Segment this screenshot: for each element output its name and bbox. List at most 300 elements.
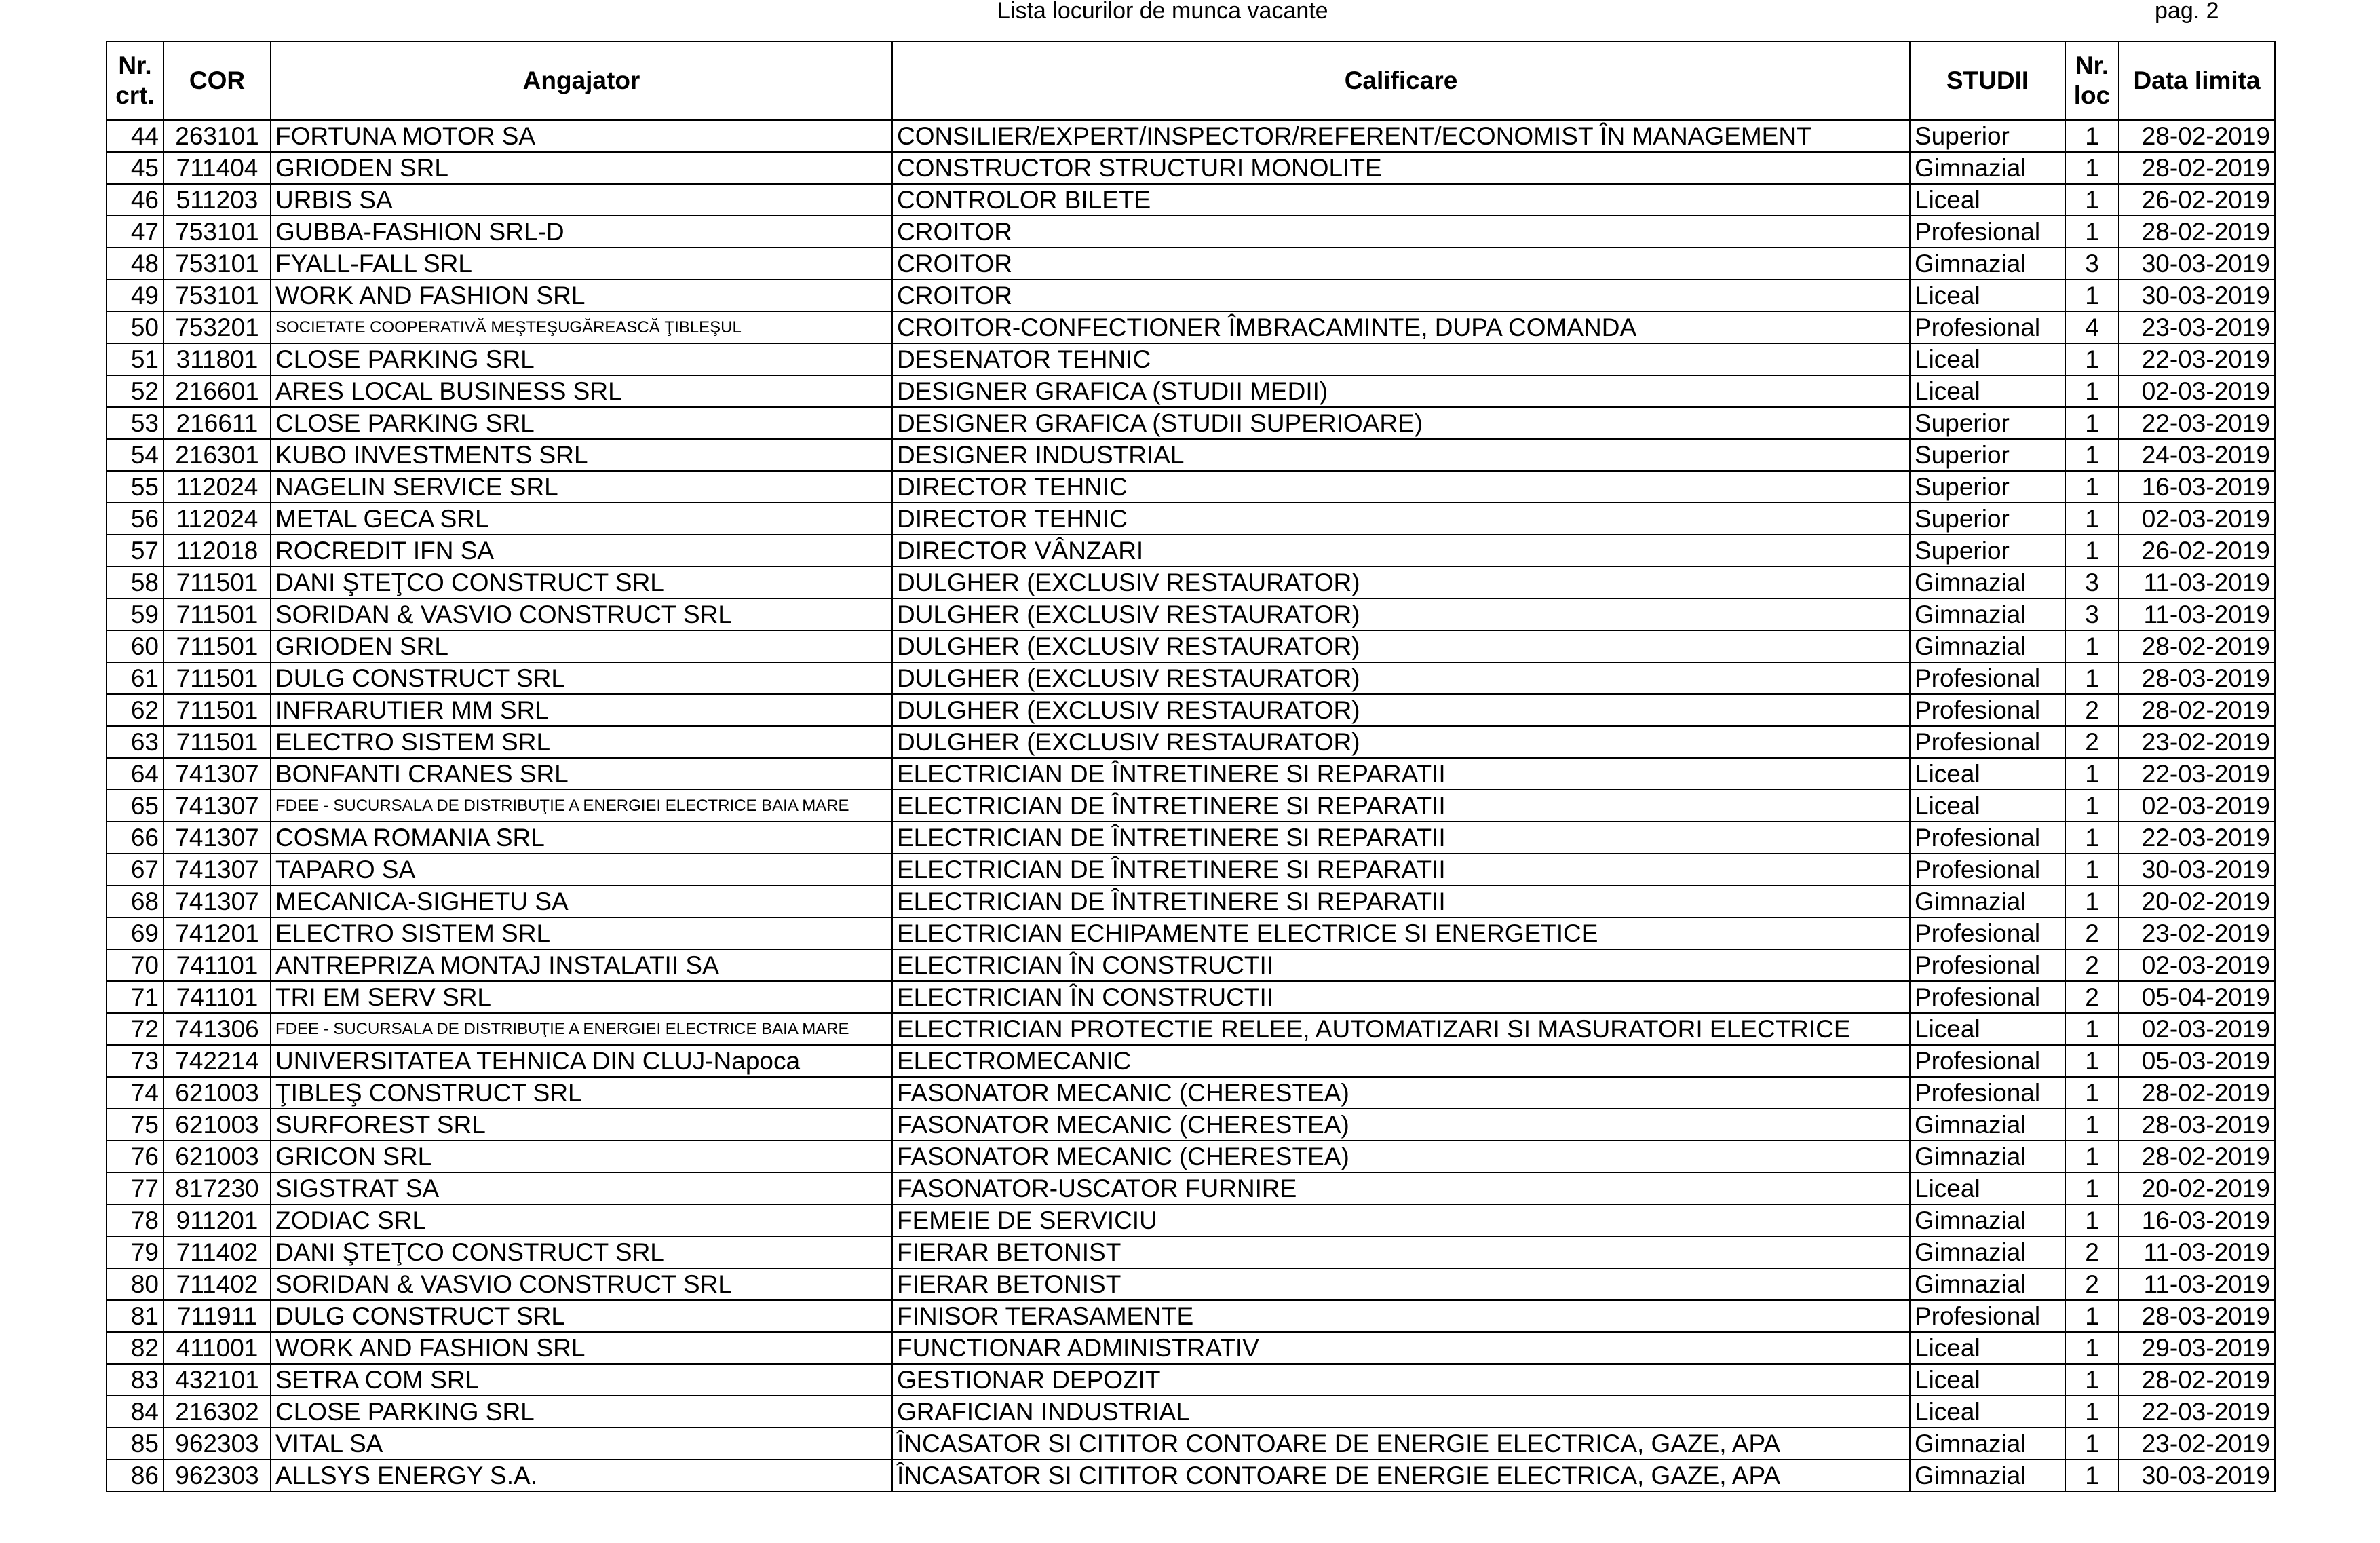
qualification: FIERAR BETONIST [892,1268,1910,1300]
places-count: 2 [2065,917,2119,949]
studies: Liceal [1910,1173,2065,1204]
places-count: 1 [2065,535,2119,567]
cor-code: 216611 [164,407,271,439]
qualification: DESIGNER GRAFICA (STUDII MEDII) [892,375,1910,407]
row-number: 60 [107,630,164,662]
deadline-date: 20-02-2019 [2119,1173,2275,1204]
row-number: 48 [107,248,164,280]
studies: Profesional [1910,662,2065,694]
employer-name: COSMA ROMANIA SRL [271,822,892,854]
studies: Gimnazial [1910,1141,2065,1173]
cor-code: 711501 [164,662,271,694]
studies: Superior [1910,535,2065,567]
employer-name: SORIDAN & VASVIO CONSTRUCT SRL [271,1268,892,1300]
cor-code: 711501 [164,630,271,662]
studies: Profesional [1910,981,2065,1013]
table-header-row [107,41,2275,120]
employer-name: GRIODEN SRL [271,630,892,662]
qualification: ELECTRICIAN DE ÎNTRETINERE SI REPARATII [892,822,1910,854]
qualification: FASONATOR-USCATOR FURNIRE [892,1173,1910,1204]
col-header-nr: Nr. crt. [107,41,164,120]
row-number: 77 [107,1173,164,1204]
studies: Gimnazial [1910,598,2065,630]
places-count: 2 [2065,694,2119,726]
studies: Superior [1910,503,2065,535]
cor-code: 711501 [164,694,271,726]
studies: Gimnazial [1910,1109,2065,1141]
employer-name: MECANICA-SIGHETU SA [271,885,892,917]
table-row [107,152,2275,184]
deadline-date: 28-02-2019 [2119,216,2275,248]
page-number: pag. 2 [2155,0,2219,24]
table-row [107,535,2275,567]
employer-name: DANI ŞTEŢCO CONSTRUCT SRL [271,1236,892,1268]
table-row [107,1364,2275,1396]
places-count: 1 [2065,822,2119,854]
employer-name: CLOSE PARKING SRL [271,407,892,439]
studies: Liceal [1910,790,2065,822]
row-number: 64 [107,758,164,790]
places-count: 1 [2065,152,2119,184]
deadline-date: 30-03-2019 [2119,280,2275,311]
deadline-date: 28-02-2019 [2119,1364,2275,1396]
deadline-date: 11-03-2019 [2119,598,2275,630]
places-count: 1 [2065,1428,2119,1460]
places-count: 1 [2065,120,2119,152]
deadline-date: 23-02-2019 [2119,1428,2275,1460]
studies: Liceal [1910,758,2065,790]
places-count: 2 [2065,1236,2119,1268]
places-count: 3 [2065,567,2119,598]
table-row [107,216,2275,248]
employer-name: CLOSE PARKING SRL [271,1396,892,1428]
employer-name: SOCIETATE COOPERATIVĂ MEŞTEŞUGĂREASCĂ ŢIBLEŞUL [271,311,892,343]
table-row [107,981,2275,1013]
document-title: Lista locurilor de munca vacante [997,0,1328,24]
deadline-date: 05-03-2019 [2119,1045,2275,1077]
places-count: 1 [2065,1460,2119,1491]
employer-name: FDEE - SUCURSALA DE DISTRIBUŢIE A ENERGIEI ELECTRICE BAIA MARE [271,1013,892,1045]
qualification: FEMEIE DE SERVICIU [892,1204,1910,1236]
row-number: 52 [107,375,164,407]
employer-name: WORK AND FASHION SRL [271,280,892,311]
studies: Gimnazial [1910,567,2065,598]
studies: Profesional [1910,949,2065,981]
deadline-date: 22-03-2019 [2119,407,2275,439]
qualification: DESENATOR TEHNIC [892,343,1910,375]
places-count: 1 [2065,662,2119,694]
row-number: 50 [107,311,164,343]
deadline-date: 20-02-2019 [2119,885,2275,917]
deadline-date: 30-03-2019 [2119,1460,2275,1491]
row-number: 76 [107,1141,164,1173]
places-count: 2 [2065,1268,2119,1300]
table-row [107,758,2275,790]
deadline-date: 26-02-2019 [2119,535,2275,567]
qualification: ELECTRICIAN DE ÎNTRETINERE SI REPARATII [892,885,1910,917]
cor-code: 621003 [164,1141,271,1173]
places-count: 1 [2065,1141,2119,1173]
cor-code: 112024 [164,471,271,503]
studies: Gimnazial [1910,630,2065,662]
cor-code: 753101 [164,248,271,280]
places-count: 1 [2065,280,2119,311]
row-number: 75 [107,1109,164,1141]
qualification: DESIGNER INDUSTRIAL [892,439,1910,471]
studies: Gimnazial [1910,1268,2065,1300]
qualification: DIRECTOR VÂNZARI [892,535,1910,567]
cor-code: 711501 [164,567,271,598]
qualification: CONSTRUCTOR STRUCTURI MONOLITE [892,152,1910,184]
cor-code: 311801 [164,343,271,375]
row-number: 70 [107,949,164,981]
table-row [107,822,2275,854]
employer-name: TRI EM SERV SRL [271,981,892,1013]
row-number: 58 [107,567,164,598]
table-row [107,1332,2275,1364]
qualification: CROITOR [892,248,1910,280]
qualification: DIRECTOR TEHNIC [892,471,1910,503]
studies: Profesional [1910,917,2065,949]
row-number: 59 [107,598,164,630]
places-count: 1 [2065,1332,2119,1364]
qualification: ÎNCASATOR SI CITITOR CONTOARE DE ENERGIE ELECTRICA, GAZE, APA [892,1460,1910,1491]
col-header-places: Nr. loc [2065,41,2119,120]
studies: Profesional [1910,1045,2065,1077]
places-count: 1 [2065,343,2119,375]
table-row [107,503,2275,535]
deadline-date: 30-03-2019 [2119,248,2275,280]
qualification: CONSILIER/EXPERT/INSPECTOR/REFERENT/ECONOMIST ÎN MANAGEMENT [892,120,1910,152]
table-row [107,311,2275,343]
studies: Gimnazial [1910,152,2065,184]
deadline-date: 02-03-2019 [2119,1013,2275,1045]
cor-code: 741306 [164,1013,271,1045]
deadline-date: 02-03-2019 [2119,790,2275,822]
cor-code: 742214 [164,1045,271,1077]
deadline-date: 11-03-2019 [2119,1236,2275,1268]
employer-name: FDEE - SUCURSALA DE DISTRIBUŢIE A ENERGIEI ELECTRICE BAIA MARE [271,790,892,822]
places-count: 1 [2065,216,2119,248]
row-number: 71 [107,981,164,1013]
deadline-date: 28-02-2019 [2119,630,2275,662]
deadline-date: 22-03-2019 [2119,758,2275,790]
deadline-date: 22-03-2019 [2119,343,2275,375]
table-row [107,1109,2275,1141]
employer-name: DULG CONSTRUCT SRL [271,1300,892,1332]
places-count: 1 [2065,1300,2119,1332]
table-row [107,248,2275,280]
deadline-date: 28-03-2019 [2119,1300,2275,1332]
cor-code: 741101 [164,981,271,1013]
places-count: 1 [2065,375,2119,407]
cor-code: 711402 [164,1268,271,1300]
qualification: DESIGNER GRAFICA (STUDII SUPERIOARE) [892,407,1910,439]
studies: Superior [1910,407,2065,439]
employer-name: URBIS SA [271,184,892,216]
cor-code: 432101 [164,1364,271,1396]
cor-code: 741101 [164,949,271,981]
table-row [107,1045,2275,1077]
qualification: ELECTROMECANIC [892,1045,1910,1077]
studies: Liceal [1910,1364,2065,1396]
cor-code: 216301 [164,439,271,471]
row-number: 53 [107,407,164,439]
table-row [107,439,2275,471]
studies: Gimnazial [1910,885,2065,917]
qualification: DULGHER (EXCLUSIV RESTAURATOR) [892,726,1910,758]
qualification: CROITOR [892,280,1910,311]
row-number: 72 [107,1013,164,1045]
table-row [107,1300,2275,1332]
vacancies-table [106,41,2276,1492]
places-count: 2 [2065,981,2119,1013]
table-row [107,885,2275,917]
row-number: 85 [107,1428,164,1460]
places-count: 1 [2065,1364,2119,1396]
places-count: 3 [2065,598,2119,630]
table-row [107,949,2275,981]
table-row [107,630,2275,662]
deadline-date: 28-02-2019 [2119,152,2275,184]
row-number: 80 [107,1268,164,1300]
table-row [107,1141,2275,1173]
table-row [107,790,2275,822]
employer-name: INFRARUTIER MM SRL [271,694,892,726]
row-number: 44 [107,120,164,152]
employer-name: SIGSTRAT SA [271,1173,892,1204]
places-count: 2 [2065,949,2119,981]
table-row [107,1013,2275,1045]
qualification: DULGHER (EXCLUSIV RESTAURATOR) [892,694,1910,726]
employer-name: NAGELIN SERVICE SRL [271,471,892,503]
table-row [107,598,2275,630]
table-row [107,1460,2275,1491]
table-row [107,1173,2275,1204]
employer-name: SETRA COM SRL [271,1364,892,1396]
cor-code: 753101 [164,280,271,311]
table-row [107,471,2275,503]
places-count: 1 [2065,790,2119,822]
studies: Liceal [1910,375,2065,407]
qualification: ELECTRICIAN DE ÎNTRETINERE SI REPARATII [892,758,1910,790]
places-count: 1 [2065,439,2119,471]
studies: Liceal [1910,1332,2065,1364]
qualification: ÎNCASATOR SI CITITOR CONTOARE DE ENERGIE ELECTRICA, GAZE, APA [892,1428,1910,1460]
col-header-cor: COR [164,41,271,120]
table-row [107,1268,2275,1300]
places-count: 1 [2065,854,2119,885]
deadline-date: 28-02-2019 [2119,694,2275,726]
places-count: 1 [2065,1396,2119,1428]
cor-code: 741307 [164,822,271,854]
places-count: 1 [2065,471,2119,503]
deadline-date: 05-04-2019 [2119,981,2275,1013]
employer-name: ALLSYS ENERGY S.A. [271,1460,892,1491]
row-number: 51 [107,343,164,375]
employer-name: WORK AND FASHION SRL [271,1332,892,1364]
studies: Gimnazial [1910,1236,2065,1268]
employer-name: ELECTRO SISTEM SRL [271,917,892,949]
employer-name: ELECTRO SISTEM SRL [271,726,892,758]
qualification: FIERAR BETONIST [892,1236,1910,1268]
row-number: 84 [107,1396,164,1428]
employer-name: BONFANTI CRANES SRL [271,758,892,790]
studies: Superior [1910,439,2065,471]
studies: Liceal [1910,1396,2065,1428]
table-row [107,1236,2275,1268]
studies: Profesional [1910,216,2065,248]
row-number: 57 [107,535,164,567]
table-row [107,184,2275,216]
studies: Profesional [1910,694,2065,726]
cor-code: 711404 [164,152,271,184]
studies: Gimnazial [1910,1204,2065,1236]
cor-code: 741201 [164,917,271,949]
table-row [107,1204,2275,1236]
table-row [107,854,2275,885]
cor-code: 962303 [164,1428,271,1460]
row-number: 78 [107,1204,164,1236]
col-header-deadline: Data limita [2119,41,2275,120]
cor-code: 216601 [164,375,271,407]
qualification: ELECTRICIAN DE ÎNTRETINERE SI REPARATII [892,854,1910,885]
row-number: 54 [107,439,164,471]
table-row [107,1396,2275,1428]
deadline-date: 23-03-2019 [2119,311,2275,343]
row-number: 81 [107,1300,164,1332]
qualification: FUNCTIONAR ADMINISTRATIV [892,1332,1910,1364]
deadline-date: 23-02-2019 [2119,917,2275,949]
qualification: FASONATOR MECANIC (CHERESTEA) [892,1109,1910,1141]
deadline-date: 23-02-2019 [2119,726,2275,758]
qualification: ELECTRICIAN DE ÎNTRETINERE SI REPARATII [892,790,1910,822]
cor-code: 711501 [164,726,271,758]
deadline-date: 28-02-2019 [2119,1141,2275,1173]
deadline-date: 16-03-2019 [2119,1204,2275,1236]
row-number: 56 [107,503,164,535]
cor-code: 621003 [164,1109,271,1141]
qualification: CROITOR [892,216,1910,248]
employer-name: TAPARO SA [271,854,892,885]
deadline-date: 28-02-2019 [2119,120,2275,152]
places-count: 1 [2065,1045,2119,1077]
deadline-date: 11-03-2019 [2119,567,2275,598]
qualification: DULGHER (EXCLUSIV RESTAURATOR) [892,630,1910,662]
studies: Gimnazial [1910,1460,2065,1491]
row-number: 82 [107,1332,164,1364]
employer-name: GRICON SRL [271,1141,892,1173]
deadline-date: 16-03-2019 [2119,471,2275,503]
deadline-date: 11-03-2019 [2119,1268,2275,1300]
cor-code: 621003 [164,1077,271,1109]
row-number: 83 [107,1364,164,1396]
studies: Liceal [1910,280,2065,311]
studies: Superior [1910,120,2065,152]
cor-code: 112018 [164,535,271,567]
cor-code: 216302 [164,1396,271,1428]
cor-code: 711501 [164,598,271,630]
places-count: 1 [2065,885,2119,917]
cor-code: 753201 [164,311,271,343]
places-count: 1 [2065,1013,2119,1045]
studies: Gimnazial [1910,248,2065,280]
table-row [107,120,2275,152]
employer-name: GRIODEN SRL [271,152,892,184]
employer-name: CLOSE PARKING SRL [271,343,892,375]
deadline-date: 02-03-2019 [2119,375,2275,407]
cor-code: 263101 [164,120,271,152]
places-count: 1 [2065,407,2119,439]
places-count: 1 [2065,1204,2119,1236]
cor-code: 741307 [164,790,271,822]
cor-code: 962303 [164,1460,271,1491]
studies: Gimnazial [1910,1428,2065,1460]
employer-name: ARES LOCAL BUSINESS SRL [271,375,892,407]
col-header-studies: STUDII [1910,41,2065,120]
table-row [107,1428,2275,1460]
qualification: CROITOR-CONFECTIONER ÎMBRACAMINTE, DUPA COMANDA [892,311,1910,343]
qualification: FINISOR TERASAMENTE [892,1300,1910,1332]
places-count: 1 [2065,503,2119,535]
row-number: 73 [107,1045,164,1077]
cor-code: 711402 [164,1236,271,1268]
cor-code: 741307 [164,885,271,917]
qualification: CONTROLOR BILETE [892,184,1910,216]
table-row [107,343,2275,375]
studies: Liceal [1910,343,2065,375]
employer-name: VITAL SA [271,1428,892,1460]
deadline-date: 22-03-2019 [2119,822,2275,854]
places-count: 1 [2065,1173,2119,1204]
qualification: DULGHER (EXCLUSIV RESTAURATOR) [892,598,1910,630]
table-row [107,694,2275,726]
table-row [107,567,2275,598]
deadline-date: 22-03-2019 [2119,1396,2275,1428]
table-row [107,407,2275,439]
places-count: 2 [2065,726,2119,758]
cor-code: 411001 [164,1332,271,1364]
cor-code: 511203 [164,184,271,216]
studies: Profesional [1910,1300,2065,1332]
row-number: 45 [107,152,164,184]
row-number: 63 [107,726,164,758]
employer-name: FORTUNA MOTOR SA [271,120,892,152]
employer-name: DANI ŞTEŢCO CONSTRUCT SRL [271,567,892,598]
table-row [107,917,2275,949]
cor-code: 741307 [164,758,271,790]
row-number: 61 [107,662,164,694]
studies: Profesional [1910,311,2065,343]
row-number: 74 [107,1077,164,1109]
row-number: 46 [107,184,164,216]
cor-code: 741307 [164,854,271,885]
employer-name: ZODIAC SRL [271,1204,892,1236]
deadline-date: 28-03-2019 [2119,1109,2275,1141]
employer-name: DULG CONSTRUCT SRL [271,662,892,694]
row-number: 79 [107,1236,164,1268]
employer-name: ANTREPRIZA MONTAJ INSTALATII SA [271,949,892,981]
cor-code: 753101 [164,216,271,248]
deadline-date: 28-03-2019 [2119,662,2275,694]
deadline-date: 02-03-2019 [2119,949,2275,981]
row-number: 55 [107,471,164,503]
qualification: DULGHER (EXCLUSIV RESTAURATOR) [892,567,1910,598]
employer-name: UNIVERSITATEA TEHNICA DIN CLUJ-Napoca [271,1045,892,1077]
table-row [107,726,2275,758]
cor-code: 817230 [164,1173,271,1204]
places-count: 1 [2065,630,2119,662]
